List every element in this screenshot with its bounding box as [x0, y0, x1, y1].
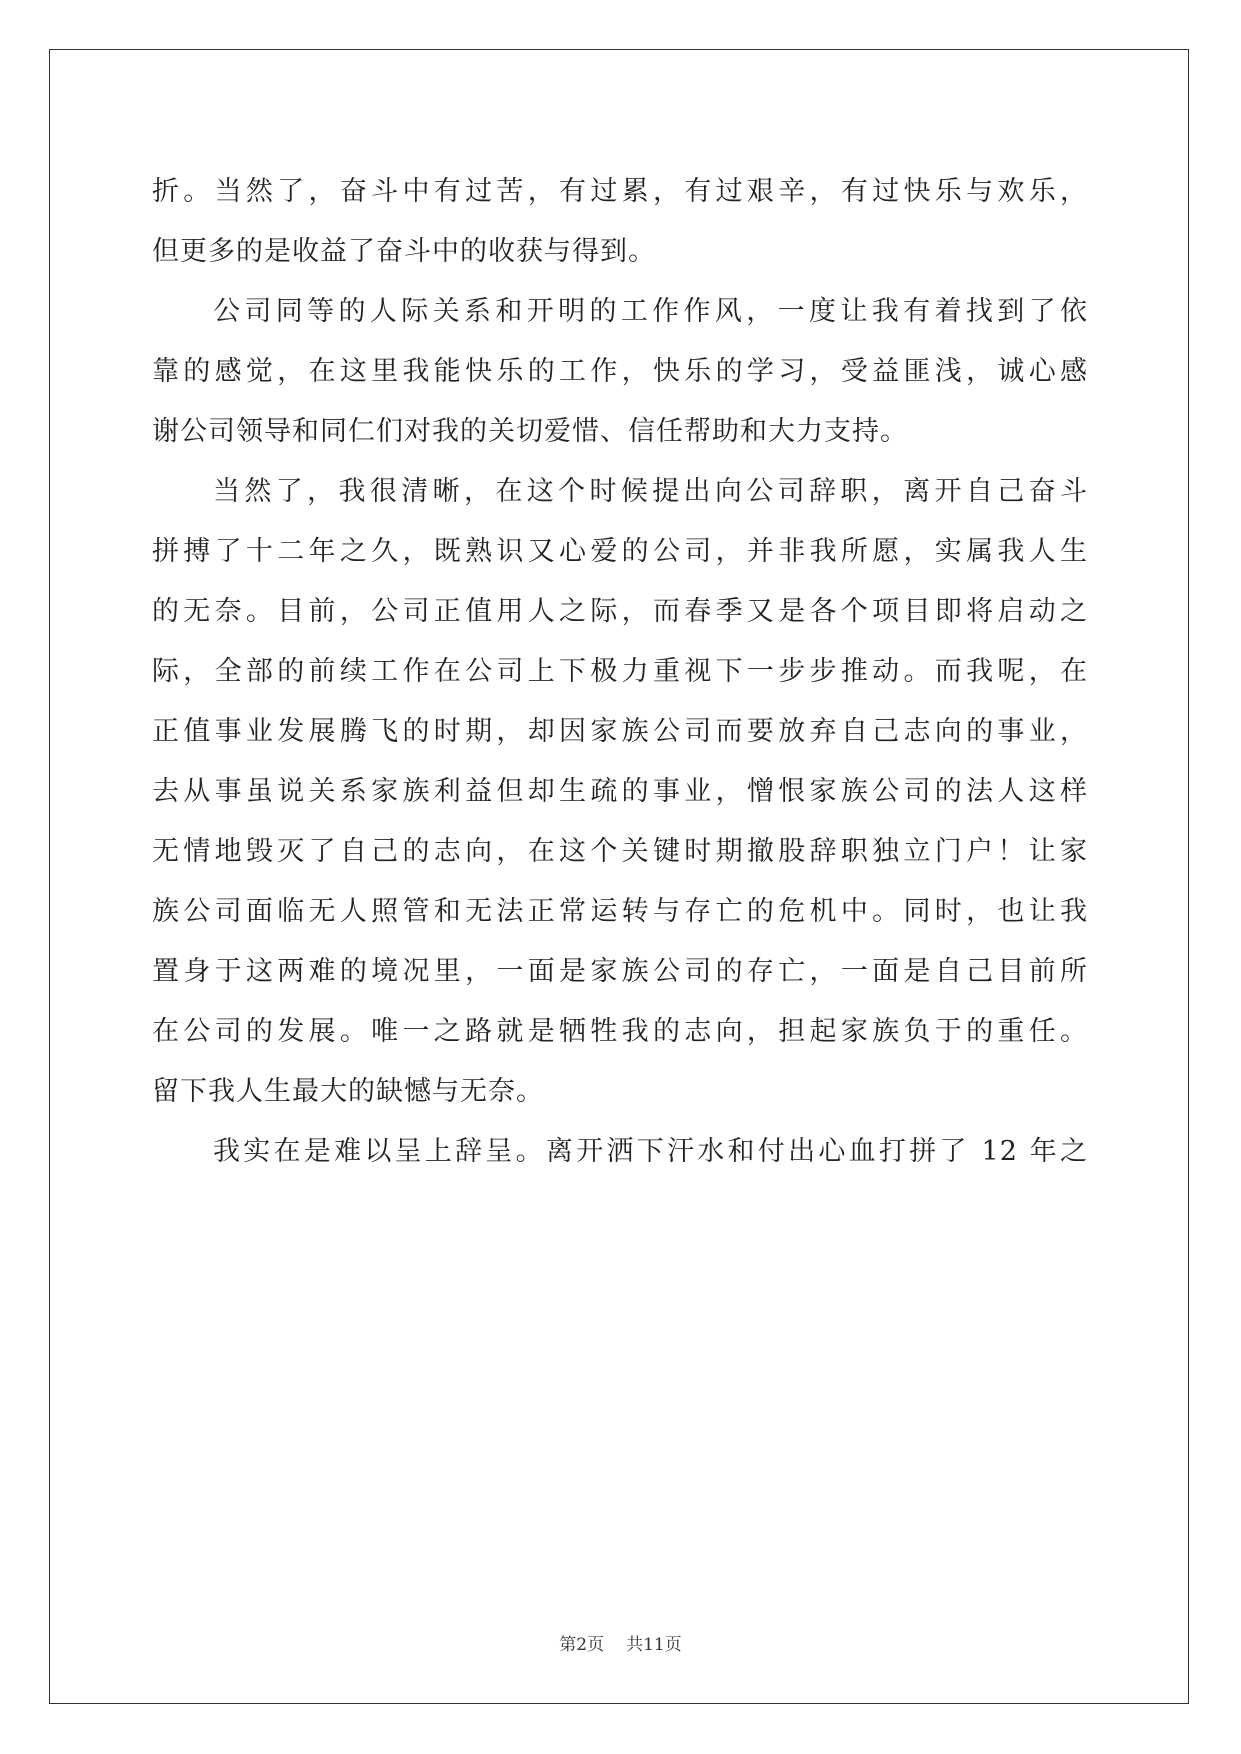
text-line: 公司同等的人际关系和开明的工作作风，一度让我有着找到了依: [213, 296, 1088, 327]
text-line: 正值事业发展腾飞的时期，却因家族公司而要放弃自己志向的事业，: [152, 716, 1088, 747]
text-line: 的无奈。目前，公司正值用人之际，而春季又是各个项目即将启动之: [152, 596, 1088, 627]
text-line: 在公司的发展。唯一之路就是牺牲我的志向，担起家族负于的重任。: [152, 1016, 1088, 1047]
text-line: 去从事虽说关系家族利益但却生疏的事业，憎恨家族公司的法人这样: [152, 776, 1088, 807]
page-number: 第2页: [559, 1635, 605, 1655]
page-footer: [0, 1630, 1241, 1655]
text-line: 谢公司领导和同仁们对我的关切爱惜、信任帮助和大力支持。: [152, 416, 908, 447]
text-line: 族公司面临无人照管和无法正常运转与存亡的危机中。同时，也让我: [152, 896, 1088, 927]
text-line: 拼搏了十二年之久，既熟识又心爱的公司，并非我所愿，实属我人生: [152, 536, 1088, 567]
page-total: 共11页: [626, 1635, 682, 1655]
text-line: 我实在是难以呈上辞呈。离开洒下汗水和付出心血打拼了 12 年之: [213, 1136, 1088, 1167]
document-body: [152, 162, 1088, 1182]
text-line: 置身于这两难的境况里，一面是家族公司的存亡，一面是自己目前所: [152, 956, 1088, 987]
text-line: 留下我人生最大的缺憾与无奈。: [152, 1076, 544, 1107]
text-line: 当然了，我很清晰，在这个时候提出向公司辞职，离开自己奋斗: [213, 476, 1088, 507]
text-line: 际，全部的前续工作在公司上下极力重视下一步步推动。而我呢，在: [152, 656, 1088, 687]
text-line: 无情地毁灭了自己的志向，在这个关键时期撤股辞职独立门户！让家: [152, 836, 1088, 867]
text-line: 靠的感觉，在这里我能快乐的工作，快乐的学习，受益匪浅，诚心感: [152, 356, 1088, 387]
text-line: 折。当然了，奋斗中有过苦，有过累，有过艰辛，有过快乐与欢乐，: [152, 176, 1088, 207]
text-line: 但更多的是收益了奋斗中的收获与得到。: [152, 236, 656, 267]
